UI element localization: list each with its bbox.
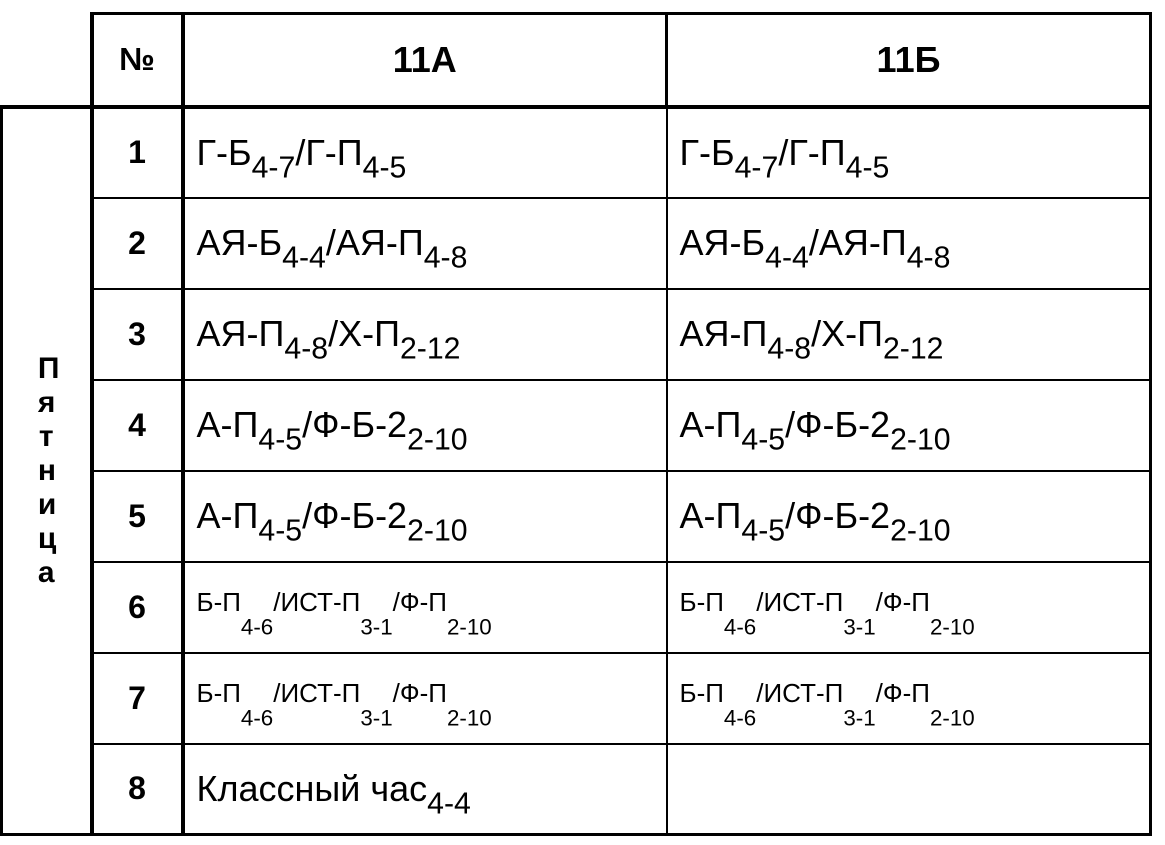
lesson-number: 5 <box>92 471 183 562</box>
lesson-row <box>2 198 1151 289</box>
lesson-entry-b <box>667 198 1151 289</box>
lesson-number: 8 <box>92 744 183 835</box>
subject-text: Г-Б <box>196 131 252 173</box>
subject-text: Г-Б <box>679 131 735 173</box>
subject-text: /Ф-П <box>875 586 930 617</box>
lesson-entry-b <box>667 562 1151 653</box>
subject-text: /Ф-Б-2 <box>785 404 891 445</box>
room-subscript: 2-10 <box>890 514 951 548</box>
room-subscript: 4-6 <box>240 614 274 640</box>
room-subscript: 2-10 <box>407 514 468 548</box>
lesson-entry-a <box>183 653 667 744</box>
lesson-row <box>2 471 1151 562</box>
lesson-number: 7 <box>92 653 183 744</box>
room-subscript: 4-6 <box>723 705 757 731</box>
subject-text: А-П <box>196 404 259 445</box>
day-label: Пятница <box>37 351 60 589</box>
lesson-row <box>2 562 1151 653</box>
lesson-entry-a <box>183 562 667 653</box>
room-subscript: 4-4 <box>765 241 809 275</box>
room-subscript: 4-5 <box>741 514 786 548</box>
lesson-entry-b <box>667 380 1151 471</box>
subject-text: /АЯ-П <box>808 222 907 263</box>
subject-text: АЯ-Б <box>679 222 766 263</box>
lesson-number: 1 <box>92 107 183 198</box>
schedule-body <box>2 107 1151 835</box>
day-cell <box>2 107 92 835</box>
subject-text: /Ф-Б-2 <box>302 404 408 445</box>
room-subscript: 4-7 <box>251 151 296 185</box>
subject-text: Б-П <box>196 677 241 708</box>
lesson-entry-a <box>183 289 667 380</box>
subject-text: /АЯ-П <box>325 222 424 263</box>
subject-text: /Ф-П <box>392 677 447 708</box>
subject-text: /Ф-Б-2 <box>302 495 408 536</box>
room-subscript: 4-6 <box>723 614 757 640</box>
subject-text: АЯ-Б <box>196 222 283 263</box>
room-subscript: 3-1 <box>843 705 876 731</box>
subject-text: /ИСТ-П <box>273 586 361 617</box>
lesson-row <box>2 653 1151 744</box>
subject-text: АЯ-П <box>196 313 285 354</box>
subject-text: А-П <box>196 495 259 536</box>
lesson-number: 2 <box>92 198 183 289</box>
subject-text: /Х-П <box>328 313 400 354</box>
room-subscript: 4-5 <box>741 423 786 457</box>
subject-text: /Ф-Б-2 <box>785 495 891 536</box>
lesson-entry-a <box>183 471 667 562</box>
lesson-row <box>2 107 1151 198</box>
room-subscript: 4-5 <box>258 514 303 548</box>
room-subscript: 2-10 <box>446 705 492 731</box>
lesson-entry-b <box>667 471 1151 562</box>
lesson-number: 6 <box>92 562 183 653</box>
header-class-a: 11А <box>183 14 667 107</box>
lesson-entry-b <box>667 744 1151 835</box>
subject-text: /ИСТ-П <box>273 677 361 708</box>
subject-text: Б-П <box>196 586 241 617</box>
room-subscript: 4-4 <box>427 787 471 821</box>
subject-text: А-П <box>679 404 742 445</box>
subject-text: /ИСТ-П <box>756 677 844 708</box>
room-subscript: 4-4 <box>282 241 326 275</box>
room-subscript: 3-1 <box>360 614 393 640</box>
room-subscript: 3-1 <box>360 705 393 731</box>
lesson-entry-b <box>667 653 1151 744</box>
room-subscript: 4-5 <box>258 423 303 457</box>
subject-text: /Х-П <box>811 313 883 354</box>
lesson-row <box>2 380 1151 471</box>
room-subscript: 2-12 <box>882 332 944 366</box>
lesson-entry-a <box>183 744 667 835</box>
lesson-entry-a <box>183 107 667 198</box>
room-subscript: 4-5 <box>362 151 407 185</box>
lesson-entry-b <box>667 289 1151 380</box>
subject-text: АЯ-П <box>679 313 768 354</box>
room-subscript: 2-10 <box>929 614 975 640</box>
subject-text: /Г-П <box>295 131 363 173</box>
header-row <box>2 14 1151 107</box>
room-subscript: 4-8 <box>284 332 329 366</box>
room-subscript: 4-6 <box>240 705 274 731</box>
subject-text: Б-П <box>679 677 724 708</box>
subject-text: А-П <box>679 495 742 536</box>
schedule-table <box>0 12 1152 836</box>
lesson-row <box>2 744 1151 835</box>
room-subscript: 3-1 <box>843 614 876 640</box>
subject-text: Классный час <box>196 767 428 809</box>
header-class-b: 11Б <box>667 14 1151 107</box>
subject-text: Б-П <box>679 586 724 617</box>
lesson-entry-b <box>667 107 1151 198</box>
lesson-number: 3 <box>92 289 183 380</box>
room-subscript: 2-12 <box>399 332 461 366</box>
subject-text: /Г-П <box>778 131 846 173</box>
header-number: № <box>92 14 183 107</box>
room-subscript: 4-5 <box>845 151 890 185</box>
corner-cell <box>2 14 92 107</box>
room-subscript: 4-7 <box>734 151 779 185</box>
room-subscript: 2-10 <box>890 423 951 457</box>
room-subscript: 4-8 <box>906 241 951 275</box>
subject-text: /Ф-П <box>392 586 447 617</box>
subject-text: /ИСТ-П <box>756 586 844 617</box>
room-subscript: 2-10 <box>446 614 492 640</box>
subject-text: /Ф-П <box>875 677 930 708</box>
room-subscript: 4-8 <box>767 332 812 366</box>
room-subscript: 2-10 <box>929 705 975 731</box>
room-subscript: 2-10 <box>407 423 468 457</box>
lesson-entry-a <box>183 380 667 471</box>
lesson-row <box>2 289 1151 380</box>
lesson-number: 4 <box>92 380 183 471</box>
room-subscript: 4-8 <box>423 241 468 275</box>
lesson-entry-a <box>183 198 667 289</box>
